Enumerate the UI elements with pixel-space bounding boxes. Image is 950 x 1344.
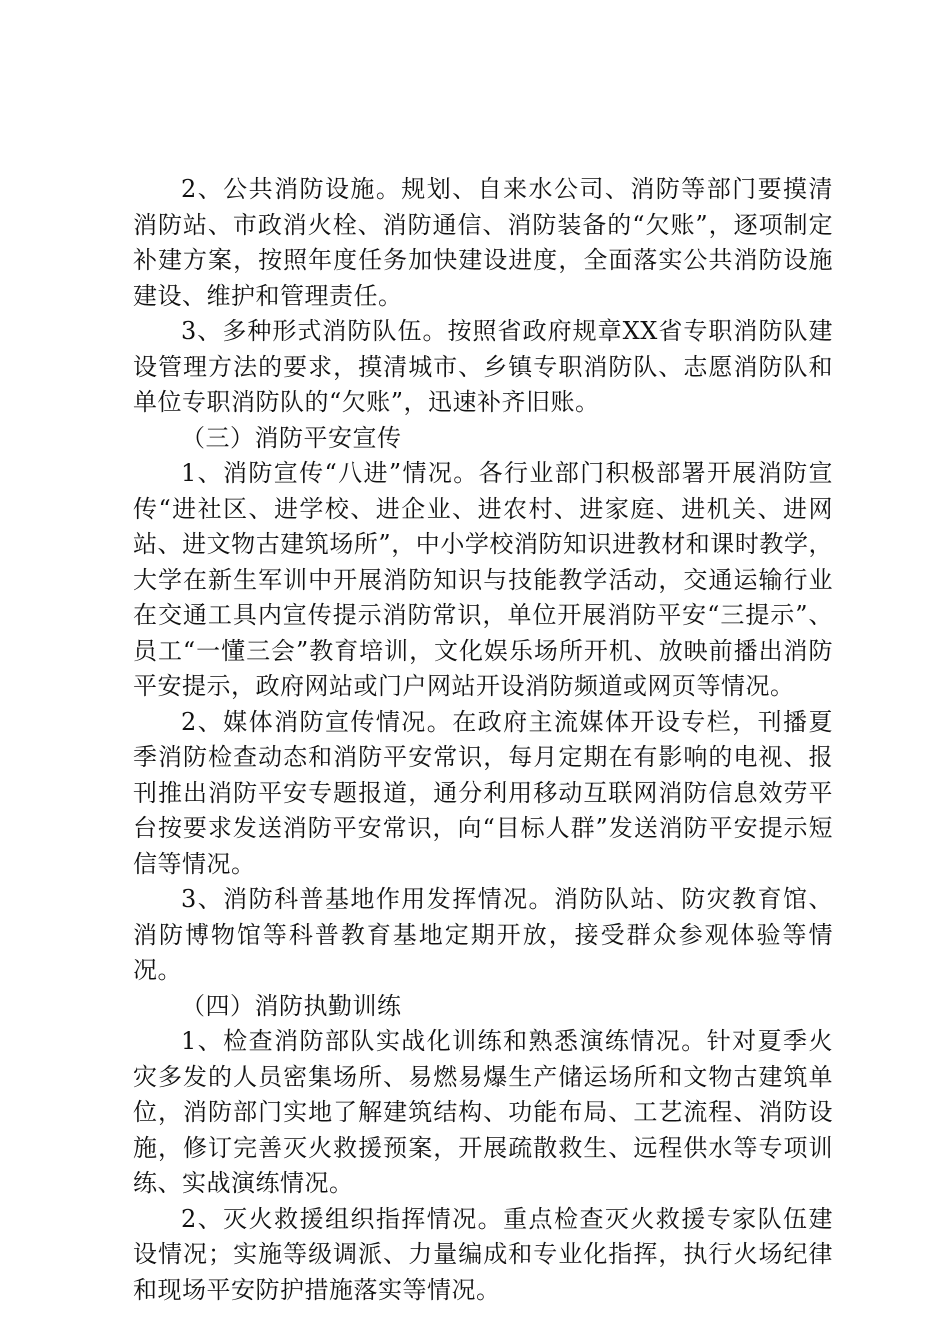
paragraph-media-publicity: 2、媒体消防宣传情况。在政府主流媒体开设专栏，刊播夏季消防检查动态和消防平安常识，每月定期在有影响的电视、报刊推出消防平安专题报道，通分利用移动互联网消防信息效劳平台按要求发送消防平安常识，向“目标人群”发送消防平安提示短信等情况。	[133, 707, 833, 878]
paragraph-public-fire-facilities: 2、公共消防设施。规划、自来水公司、消防等部门要摸清消防站、市政消火栓、消防通信、消防装备的“欠账”，逐项制定补建方案，按照年度任务加快建设进度，全面落实公共消防设施建设、维护和管理责任。	[133, 175, 833, 310]
paragraph-rescue-command: 2、灭火救援组织指挥情况。重点检查灭火救援专家队伍建设情况；实施等级调派、力量编成和专业化指挥，执行火场纪律和现场平安防护措施落实等情况。	[133, 1204, 833, 1304]
section-heading-publicity: （三）消防平安宣传	[181, 423, 402, 452]
paragraph-eight-entries: 1、消防宣传“八进”情况。各行业部门积极部署开展消防宣传“进社区、进学校、进企业、进农村、进家庭、进机关、进网站、进文物古建筑场所”，中小学校消防知识进教材和课时教学，大学在新生军训中开展消防知识与技能教学活动，交通运输行业在交通工具内宣传提示消防常识，单位开展消防平安“三提示”、员工“一懂三会”教育培训，文化娱乐场所开机、放映前播出消防平安提示，政府网站或门户网站开设消防频道或网页等情况。	[133, 459, 833, 700]
document-body	[133, 172, 833, 1308]
paragraph-combat-training: 1、检查消防部队实战化训练和熟悉演练情况。针对夏季火灾多发的人员密集场所、易燃易爆生产储运场所和文物古建筑单位，消防部门实地了解建筑结构、功能布局、工艺流程、消防设施，修订完善灭火救援预案，开展疏散救生、远程供水等专项训练、实战演练情况。	[133, 1027, 833, 1197]
paragraph-science-bases: 3、消防科普基地作用发挥情况。消防队站、防灾教育馆、消防博物馆等科普教育基地定期开放，接受群众参观体验等情况。	[133, 885, 833, 984]
section-heading-duty-training: （四）消防执勤训练	[181, 991, 402, 1020]
paragraph-fire-brigades: 3、多种形式消防队伍。按照省政府规章XX省专职消防队建设管理方法的要求，摸清城市、乡镇专职消防队、志愿消防队和单位专职消防队的“欠账”，迅速补齐旧账。	[133, 317, 833, 416]
